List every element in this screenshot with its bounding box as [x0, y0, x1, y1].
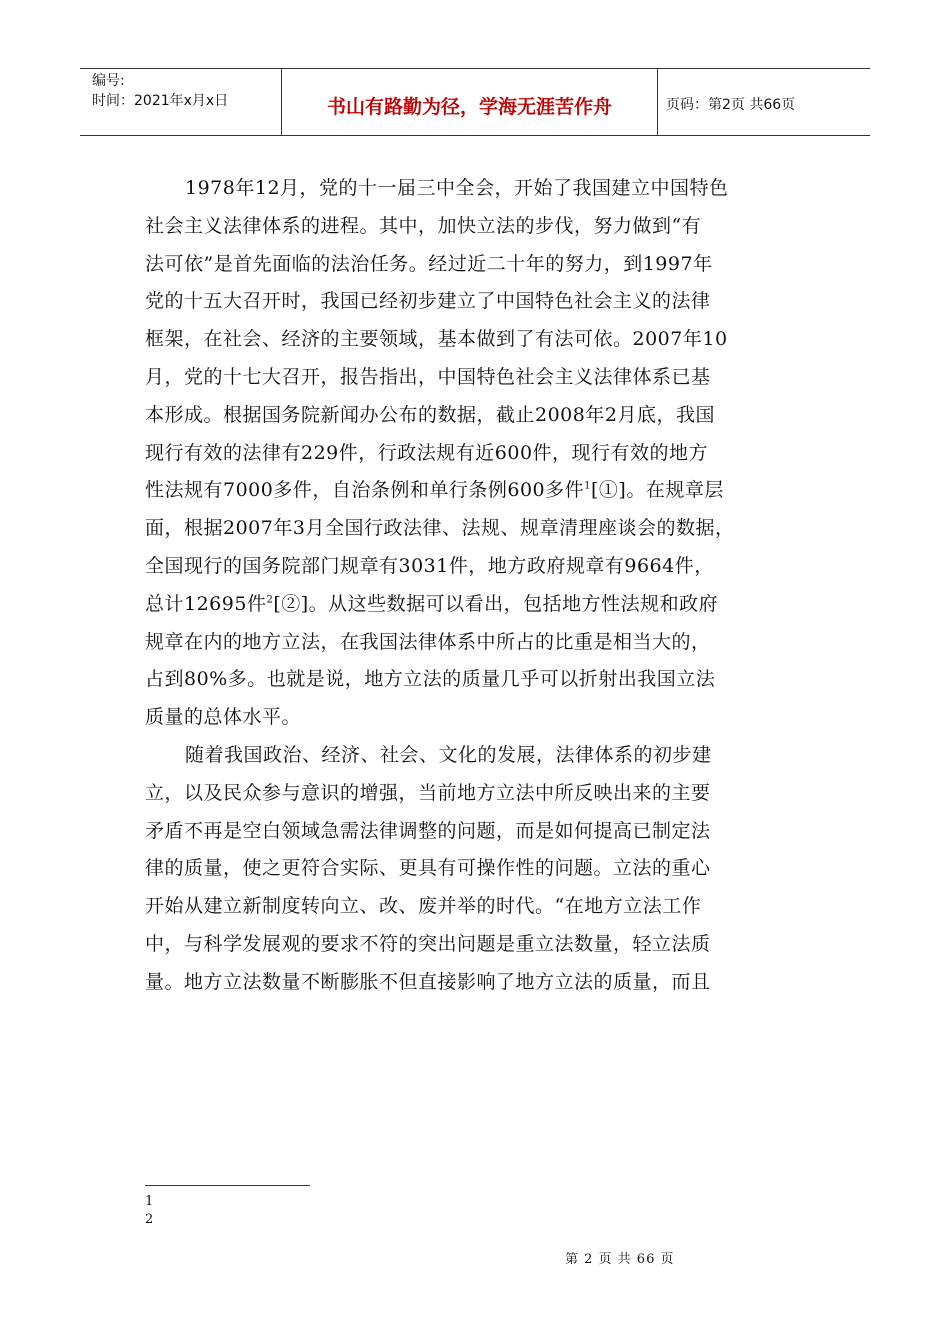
body-line-footnote-2: [145, 586, 813, 624]
body-line: 立，以及民众参与意识的增强，当前地方立法中所反映出来的主要: [145, 781, 711, 804]
footnote-1: 1: [145, 1194, 154, 1209]
footnote-separator: [145, 1185, 310, 1186]
header-meta: [80, 69, 282, 135]
body-line: 量。地方立法数量不断膨胀不但直接影响了地方立法的质量，而且: [145, 970, 711, 993]
body-line-head: 总计12695件: [145, 592, 267, 615]
body-line-tail: [②]。从这些数据可以看出，包括地方性法规和政府: [273, 592, 719, 615]
body-line: 全国现行的国务院部门规章有3031件，地方政府规章有9664件，: [145, 554, 714, 577]
body-line: 社会主义法律体系的进程。其中，加快立法的步伐，努力做到“有: [145, 214, 702, 237]
body-line: 占到80%多。也就是说，地方立法的质量几乎可以折射出我国立法: [145, 668, 716, 691]
body-line-tail: [①]。在规章层: [591, 479, 724, 502]
body-line: 党的十五大召开时，我国已经初步建立了中国特色社会主义的法律: [145, 290, 711, 313]
serial-label: 编号:: [92, 73, 125, 89]
body-line: 现行有效的法律有229件，行政法规有近600件，现行有效的地方: [145, 441, 709, 464]
header-motto: [282, 69, 658, 135]
body-line-footnote-1: [145, 472, 813, 510]
body-line: 面，根据2007年3月全国行政法律、法规、规章清理座谈会的数据，: [145, 517, 735, 540]
footnote-2: 2: [145, 1212, 154, 1227]
body-line: 规章在内的地方立法，在我国法律体系中所占的比重是相当大的，: [145, 630, 711, 653]
body-line: 法可依”是首先面临的法治任务。经过近二十年的努力，到1997年: [145, 252, 713, 275]
document-body: [145, 170, 813, 1002]
body-line: 矛盾不再是空白领域急需法律调整的问题，而是如何提高已制定法: [145, 819, 711, 842]
body-line: 随着我国政治、经济、社会、文化的发展，法律体系的初步建: [185, 743, 712, 766]
body-line: 框架，在社会、经济的主要领域，基本做到了有法可依。2007年10: [145, 328, 728, 351]
body-line: 开始从建立新制度转向立、改、废并举的时代。“在地方立法工作: [145, 895, 702, 918]
date-label: 时间：2021年x月x日: [92, 93, 229, 109]
footnote-ref-2[interactable]: 2: [266, 594, 274, 606]
body-line: 质量的总体水平。: [145, 706, 302, 729]
body-line: 律的质量，使之更符合实际、更具有可操作性的问题。立法的重心: [145, 857, 711, 880]
motto-text: 书山有路勤为径，学海无涯苦作舟: [326, 95, 612, 118]
header-page-info: [658, 69, 870, 135]
body-line: 1978年12月，党的十一届三中全会，开始了我国建立中国特色: [185, 177, 729, 199]
body-line: 中，与科学发展观的要求不符的突出问题是重立法数量，轻立法质: [145, 932, 711, 955]
footnote-ref-1[interactable]: 1: [584, 481, 591, 493]
body-line: 本形成。根据国务院新闻办公布的数据，截止2008年2月底，我国: [145, 403, 715, 426]
body-line-head: 性法规有7000多件，自治条例和单行条例600多件: [145, 479, 585, 502]
body-line: 月，党的十七大召开，报告指出，中国特色社会主义法律体系已基: [145, 365, 711, 388]
page-footer: 第 2 页 共 66 页: [565, 1252, 675, 1267]
header-table: [80, 68, 870, 136]
page-info-text: 页码：第2页 共66页: [666, 97, 796, 113]
